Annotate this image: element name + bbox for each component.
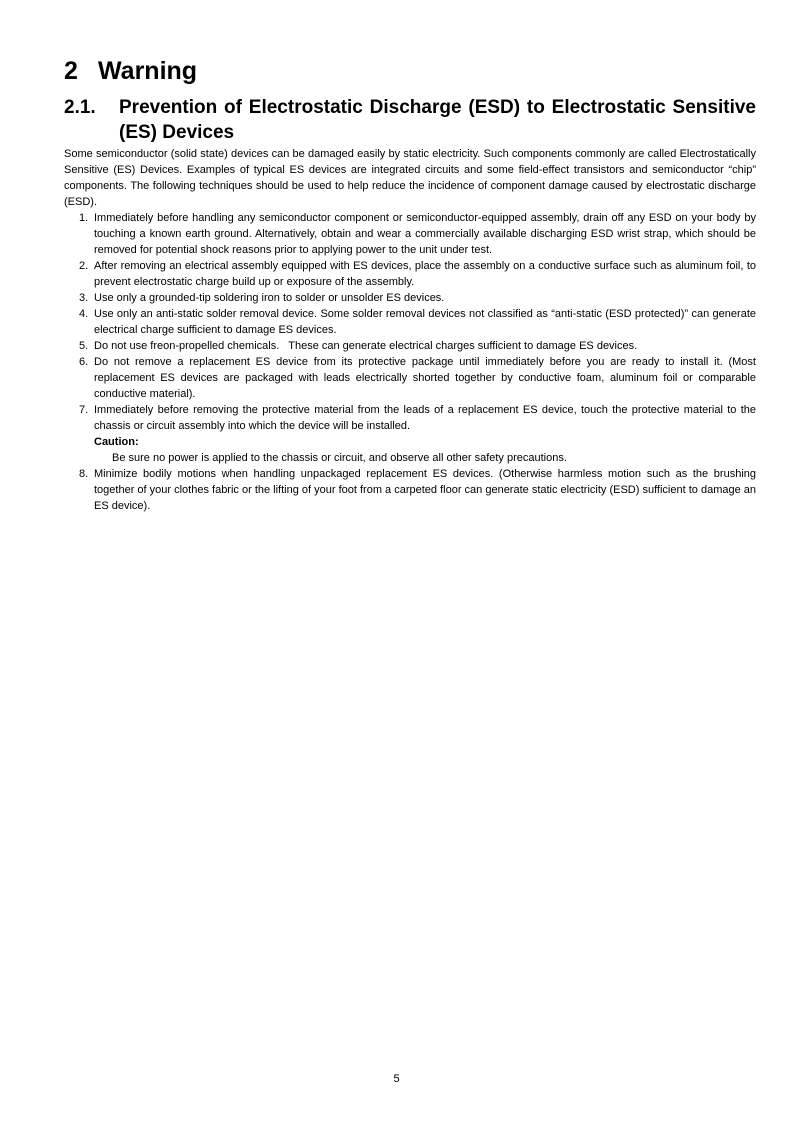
list-item: [64, 306, 756, 338]
list-item-number: 8.: [79, 468, 89, 480]
list-item-text: Immediately before removing the protective material from the leads of a replacement ES device, touch the protective material to the chassis or circuit assembly into which the device will be installed.: [94, 404, 756, 432]
list-item-number: 2.: [79, 260, 89, 272]
list-item-text: Do not remove a replacement ES device from its protective package until immediately before you are ready to install it. (Most replacement ES devices are packaged with leads electrically shorted together by conductive foam, aluminum foil or comparable conductive material).: [94, 356, 756, 400]
list-item-number: 4.: [79, 308, 89, 320]
list-item-number: 7.: [79, 404, 89, 416]
page-number: 5: [393, 1073, 400, 1085]
list-item-text: After removing an electrical assembly equipped with ES devices, place the assembly on a conductive surface such as aluminum foil, to prevent electrostatic charge build up or exposure of the assembly.: [94, 260, 756, 288]
caution-title: Caution:: [94, 436, 139, 448]
procedure-list: [64, 210, 756, 514]
chapter-number: 2: [64, 57, 78, 85]
section-number: 2.1.: [64, 97, 96, 118]
caution-text: Be sure no power is applied to the chassis or circuit, and observe all other safety precautions.: [112, 452, 567, 464]
intro-paragraph: Some semiconductor (solid state) devices can be damaged easily by static electricity. Such components commonly are called Electrostatically Sensitive (ES) Devices. Examples of typical ES devices are integrated circuits and some field-effect transistors and semiconductor “chip” components. The following techniques should be used to help reduce the incidence of component damage caused by electrostatic discharge (ESD).: [64, 148, 756, 208]
list-item: [64, 402, 756, 466]
list-item-text: Use only a grounded-tip soldering iron to solder or unsolder ES devices.: [94, 292, 445, 304]
list-item: [64, 338, 756, 354]
chapter-heading: [64, 55, 197, 87]
list-item-text: Immediately before handling any semiconductor component or semiconductor-equipped assembly, drain off any ESD on your body by touching a known earth ground. Alternatively, obtain and wear a commercially available discharging ESD wrist strap, which should be removed for potential shock reasons prior to applying power to the unit under test.: [94, 212, 756, 256]
list-item-text: Use only an anti-static solder removal device. Some solder removal devices not classified as “anti-static (ESD protected)” can generate electrical charge sufficient to damage ES devices.: [94, 308, 756, 336]
section-title: Prevention of Electrostatic Discharge (ESD) to Electrostatic Sensitive (ES) Devices: [119, 97, 756, 143]
list-item: [64, 258, 756, 290]
list-item-text: Minimize bodily motions when handling unpackaged replacement ES devices. (Otherwise harmless motion such as the brushing together of your clothes fabric or the lifting of your foot from a carpeted floor can generate static electricity (ESD) sufficient to damage an ES device).: [94, 468, 756, 512]
list-item-number: 1.: [79, 212, 89, 224]
chapter-title: Warning: [98, 57, 198, 85]
list-item-number: 3.: [79, 292, 89, 304]
list-item-number: 6.: [79, 356, 89, 368]
list-item: [64, 354, 756, 402]
section-body: [64, 146, 756, 514]
list-item: [64, 466, 756, 514]
list-item: [64, 210, 756, 258]
list-item-text: Do not use freon-propelled chemicals. These can generate electrical charges sufficient to damage ES devices.: [94, 340, 638, 352]
section-heading: [64, 95, 756, 145]
list-item: [64, 290, 756, 306]
list-item-number: 5.: [79, 340, 89, 352]
